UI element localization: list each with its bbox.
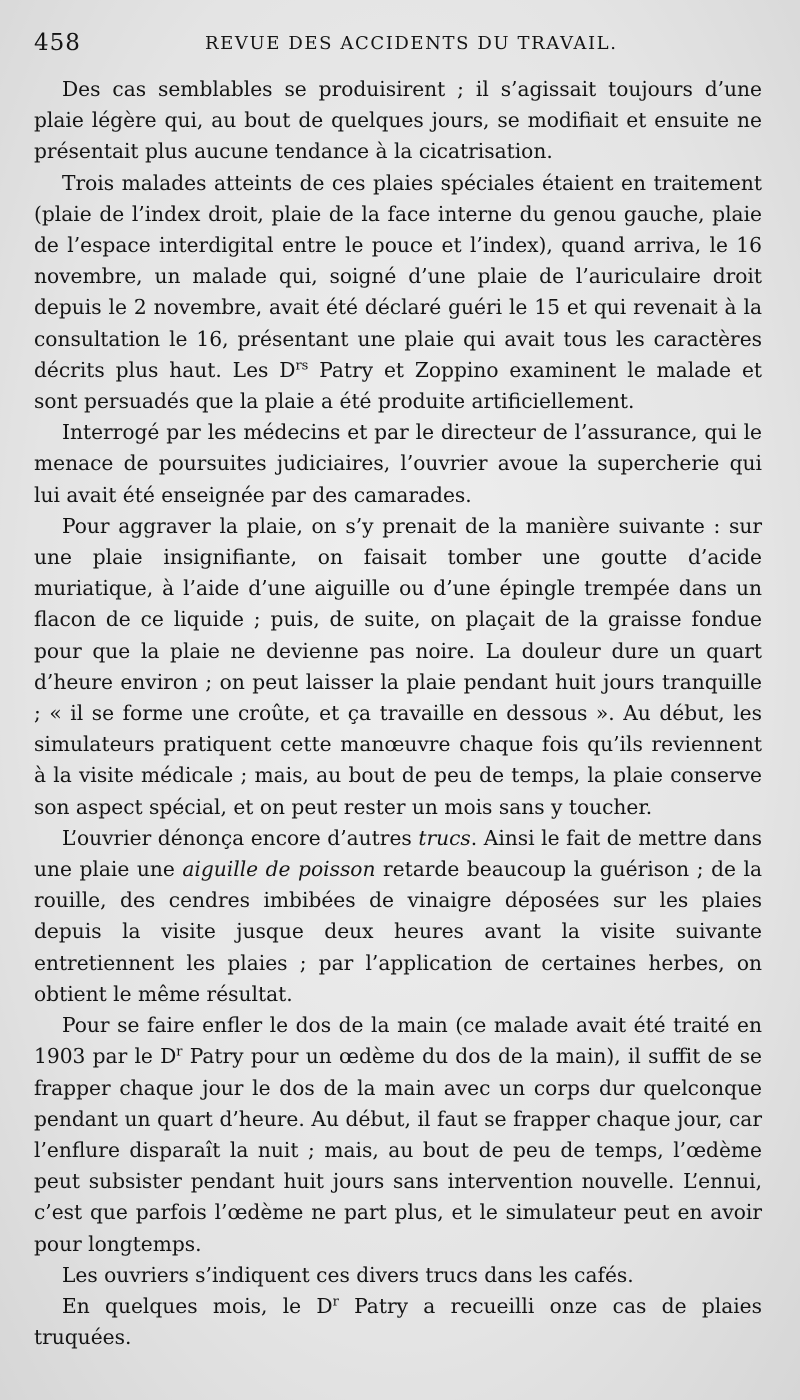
paragraph	[34, 511, 762, 823]
text-run: En quelques mois, le D	[62, 1293, 333, 1318]
text-run: Pour aggraver la plaie, on s’y prenait de la manière suivante : sur une plaie insignifiante, on faisait tomber une goutte d’acide muriatique, à l’aide d’une aiguille ou d’une épingle trempée dans un flacon de ce liquide ; puis, de suite, on plaçait de la graisse fondue pour que la plaie ne devienne pas noire. La douleur dure un quart d’heure environ ; on peut laisser la plaie pendant huit jours tranquille ; « il se forme une croûte, et ça travaille en dessous ». Au début, les simulateurs pratiquent cette manœuvre chaque fois qu’ils reviennent à la visite médicale ; mais, au bout de peu de temps, la plaie conserve son aspect spécial, et on peut rester un mois sans y toucher.	[34, 513, 762, 819]
paragraph	[34, 823, 762, 1010]
superscript-abbrev: rs	[295, 358, 309, 374]
text-run: Les ouvriers s’indiquent ces divers trucs dans les cafés.	[62, 1262, 634, 1287]
text-run: Des cas semblables se produisirent ; il s’agissait toujours d’une plaie légère qui, au bout de quelques jours, se modifiait et ensuite ne présentait plus aucune tendance à la cicatrisation.	[34, 77, 762, 164]
text-run: Pour se faire enfler le dos de la main (ce malade avait été traité en 1903 par le D	[34, 1013, 762, 1069]
superscript-abbrev: r	[332, 1294, 339, 1310]
text-run: retarde beaucoup la guérison ; de la rouille, des cendres imbibées de vinaigre déposées sur les plaies depuis la visite jusque deux heures avant la visite suivante entretiennent les plaies ; par l’application de certaines herbes, on obtient le même résultat.	[34, 857, 762, 1006]
text-run: Patry pour un œdème du dos de la main), il suffit de se frapper chaque jour le dos de la main avec un corps dur quelconque pendant un quart d’heure. Au début, il faut se frapper chaque jour, car l’enflure disparaît la nuit ; mais, au bout de peu de temps, l’œdème peut subsister pendant huit jours sans intervention nouvelle. L’ennui, c’est que parfois l’œdème ne part plus, et le simulateur peut en avoir pour longtemps.	[34, 1044, 762, 1256]
text-run: Patry a recueilli onze cas de plaies truquées.	[34, 1293, 762, 1350]
superscript-abbrev: r	[176, 1044, 183, 1060]
paragraph	[34, 74, 762, 168]
running-title: REVUE DES ACCIDENTS DU TRAVAIL.	[205, 33, 618, 54]
text-run: L’ouvrier dénonça encore d’autres	[62, 825, 419, 850]
italic-term: aiguille de poisson	[182, 857, 376, 882]
page-number: 458	[34, 30, 81, 56]
text-run: Interrogé par les médecins et par le directeur de l’assurance, qui le menace de poursuites judiciaires, l’ouvrier avoue la supercherie qui lui avait été enseignée par des camarades.	[34, 420, 762, 507]
italic-term: trucs	[418, 825, 471, 850]
page-header	[30, 30, 770, 62]
paragraph	[34, 168, 762, 418]
text-run: Patry et Zoppino examinent le malade et sont persuadés que la plaie a été produite artificiellement.	[34, 357, 762, 414]
paragraph	[34, 1260, 762, 1291]
paragraph	[34, 417, 762, 511]
paragraph	[34, 1010, 762, 1260]
text-run: Trois malades atteints de ces plaies spéciales étaient en traitement (plaie de l’index droit, plaie de la face interne du genou gauche, plaie de l’espace interdigital entre le pouce et l’index), quand arriva, le 16 novembre, un malade qui, soigné d’une plaie de l’auriculaire droit depuis le 2 novembre, avait été déclaré guéri le 15 et qui revenait à la consultation le 16, présentant une plaie qui avait tous les caractères décrits plus haut. Les D	[34, 170, 762, 382]
article-body	[34, 74, 762, 1353]
paragraph	[34, 1291, 762, 1353]
text-run: . Ainsi le fait de mettre dans une plaie une	[34, 825, 762, 882]
